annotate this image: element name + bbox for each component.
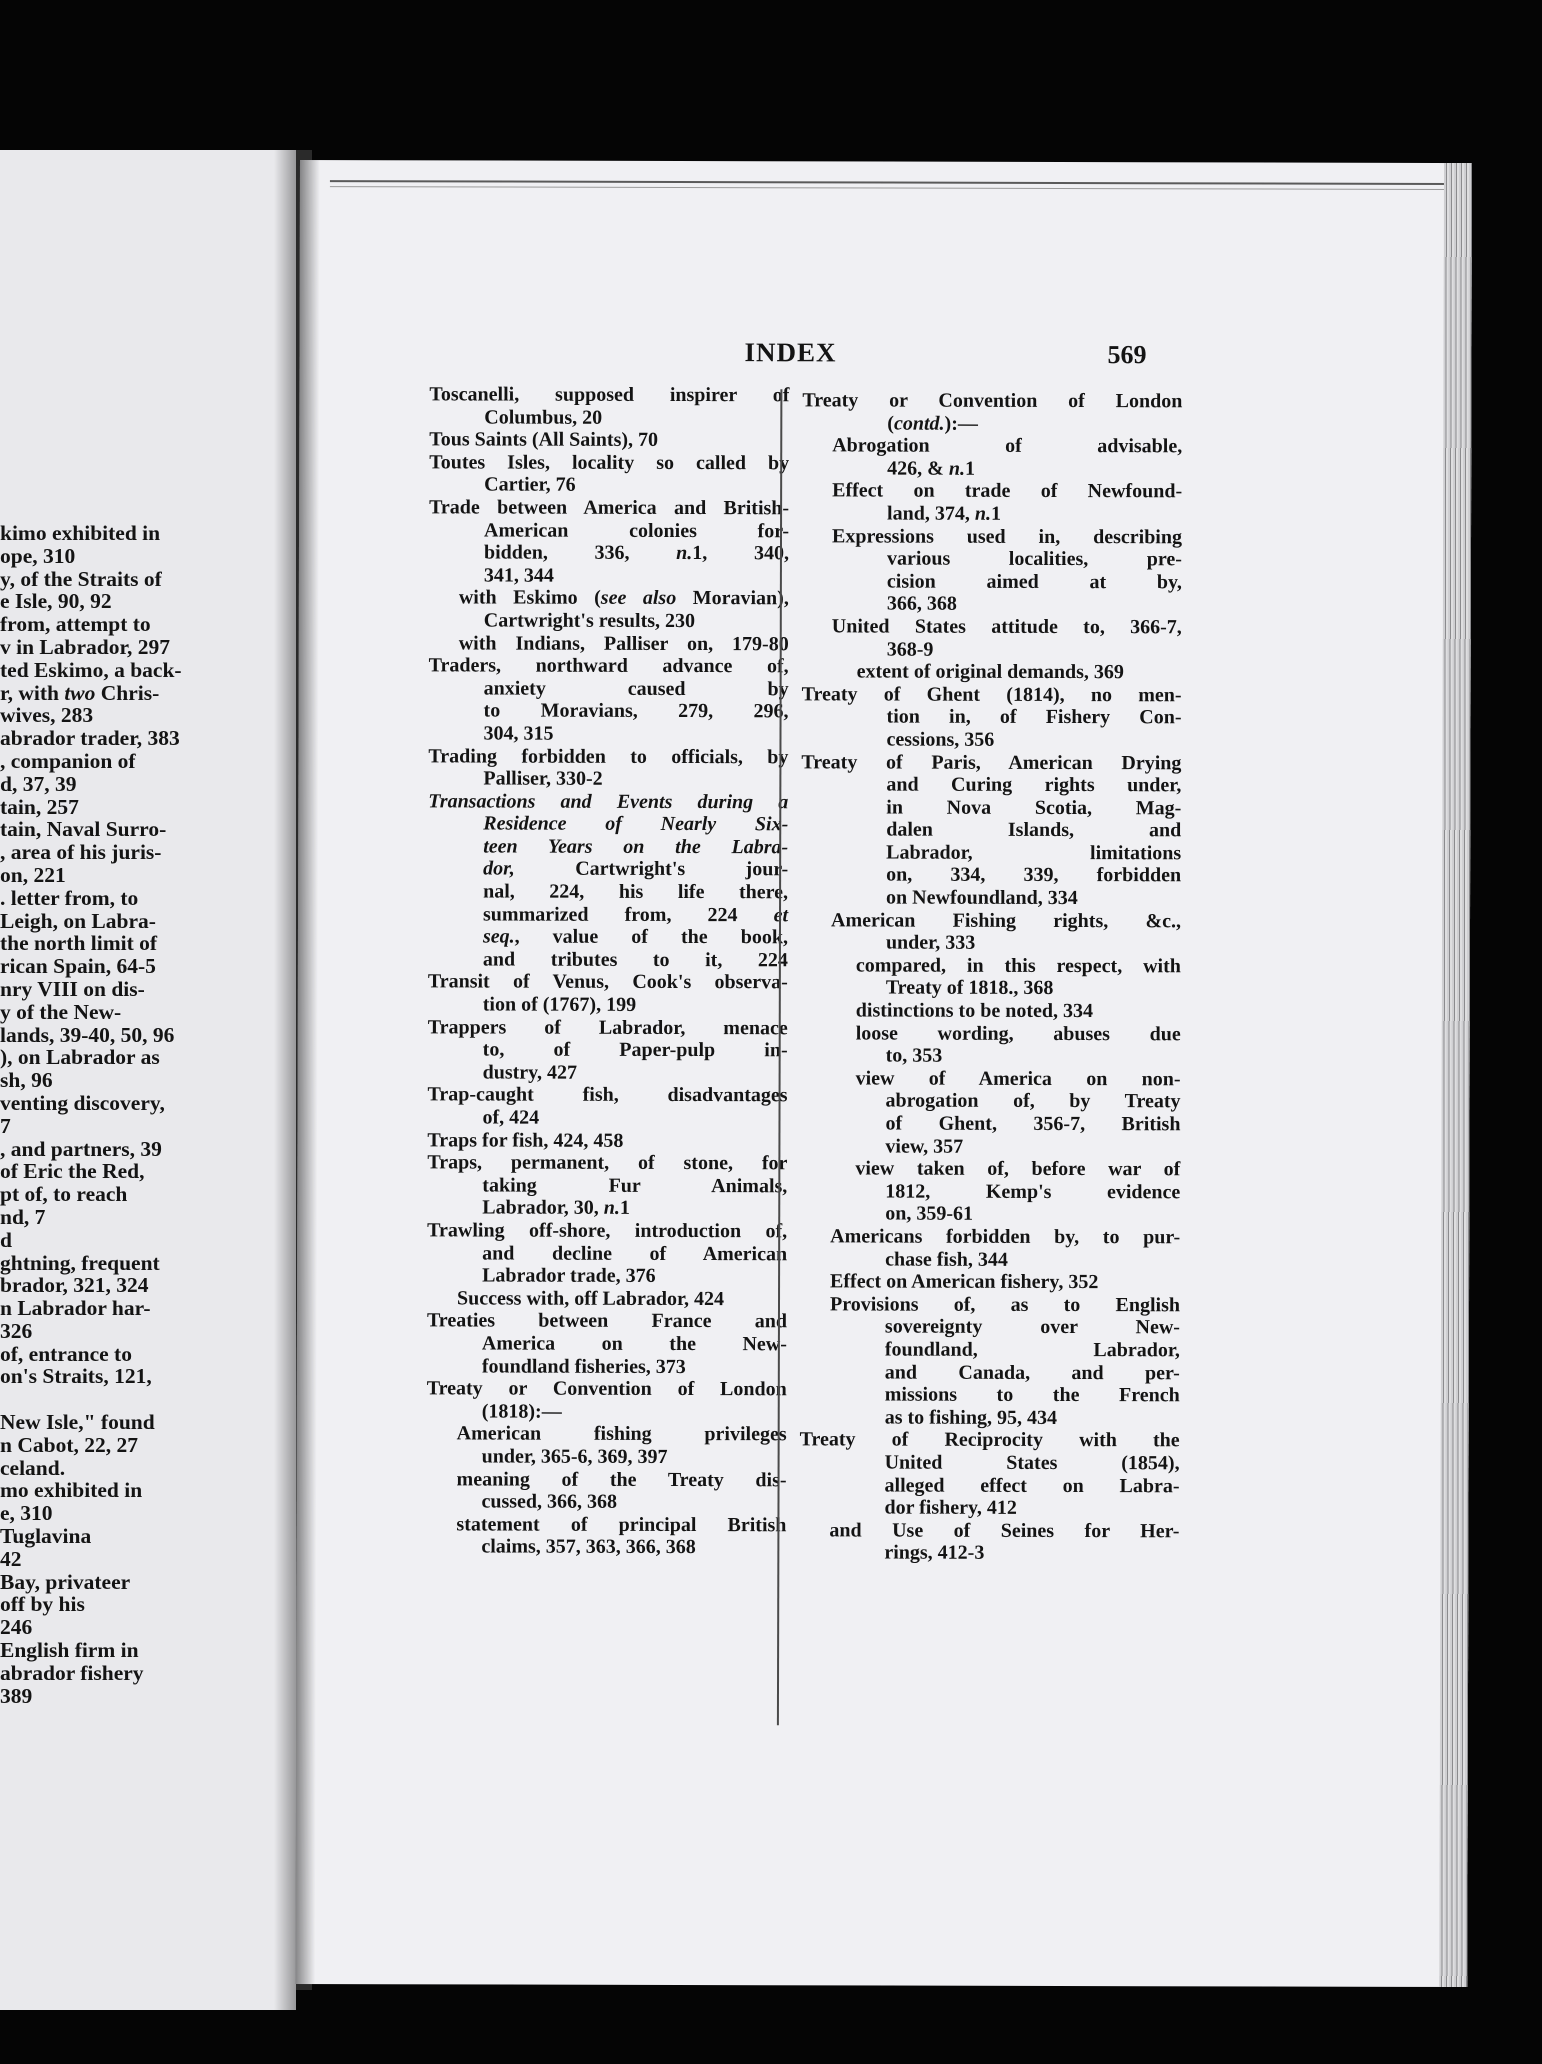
index-entry-line: Traders, northward advance of, (428, 654, 789, 678)
index-entry-line: Cartwright's results, 230 (483, 609, 696, 632)
page-edge (1439, 163, 1472, 1987)
index-entry-line: Treaties between France and (426, 1309, 787, 1333)
index-entry-line: 368-9 (886, 638, 934, 661)
index-entry-line: 426, & n.1 (887, 457, 976, 480)
index-entry-line: distinctions to be noted, 334 (855, 999, 1094, 1023)
previous-page-line (0, 1388, 200, 1411)
previous-page-line: , area of his juris- (0, 840, 162, 865)
previous-page-line: ted Eskimo, a back- (0, 657, 182, 682)
index-entry-line: sovereignty over New- (884, 1315, 1180, 1339)
previous-page-line: n Cabot, 22, 27 (0, 1432, 138, 1457)
page-shadow (295, 160, 320, 1984)
previous-page-line: ope, 310 (0, 543, 76, 568)
index-entry-line: Columbus, 20 (484, 406, 603, 429)
index-entry-line: cessions, 356 (886, 728, 995, 751)
index-entry-line: to, 353 (885, 1044, 943, 1067)
previous-page-line: Leigh, on Labra- (0, 908, 156, 933)
previous-page-line: venting discovery, (0, 1090, 165, 1115)
index-entry-line: alleged effect on Labra- (884, 1474, 1180, 1497)
previous-page-line: on, 221 (0, 862, 66, 887)
previous-page-line: e Isle, 90, 92 (0, 589, 112, 614)
index-entry-line: United States attitude to, 366-7, (831, 615, 1182, 639)
index-entry-line: tion of (1767), 199 (482, 993, 637, 1016)
index-entry-line: teen Years on the Labra- (483, 835, 789, 859)
previous-page-line: of Eric the Red, (0, 1159, 145, 1184)
index-entry-line: of, 424 (482, 1106, 540, 1129)
index-entry-line: meaning of the Treaty dis- (456, 1467, 787, 1491)
index-entry-line: and decline of American (482, 1242, 788, 1265)
previous-page-line: celand. (0, 1455, 66, 1480)
index-entry-line: Toscanelli, supposed inspirer of (429, 383, 790, 407)
index-entry-line: American Fishing rights, &c., (830, 909, 1182, 932)
index-entry-line: Toutes Isles, locality so called by (429, 451, 790, 475)
top-rule (330, 180, 1450, 185)
index-entry-line: Trappers of Labrador, menace (427, 1015, 788, 1039)
index-entry-line: Trap-caught fish, disadvantages (427, 1083, 788, 1107)
previous-page-line: sh, 96 (0, 1068, 53, 1093)
index-entry-line: 1812, Kemp's evidence (885, 1180, 1181, 1204)
index-entry-line: Effect on American fishery, 352 (830, 1270, 1099, 1294)
index-entry-line: Cartier, 76 (484, 473, 576, 497)
index-entry-line: United States (1854), (884, 1451, 1180, 1475)
previous-page-line: New Isle," found (0, 1410, 155, 1435)
index-entry-line: loose wording, abuses due (855, 1022, 1181, 1045)
index-entry-line: Palliser, 330-2 (483, 767, 603, 790)
index-entry-line: Labrador trade, 376 (482, 1264, 656, 1288)
index-column-2 (799, 389, 1182, 1565)
previous-page-line: abrador trader, 383 (0, 726, 180, 751)
index-entry-line: Trawling off-shore, introduction of, (427, 1219, 788, 1243)
previous-page-line: 42 (0, 1546, 22, 1571)
running-head-title: INDEX (744, 337, 837, 368)
index-entry-line: America on the New- (481, 1332, 787, 1356)
previous-page-line: from, attempt to (0, 612, 151, 637)
index-entry-line: on Newfoundland, 334 (886, 886, 1078, 910)
index-entry-line: cussed, 366, 368 (481, 1490, 618, 1513)
index-entry-line: foundland fisheries, 373 (481, 1355, 686, 1378)
index-entry-line: under, 365-6, 369, 397 (481, 1445, 668, 1468)
index-entry-line: under, 333 (885, 931, 976, 955)
index-entry-line: statement of principal British (456, 1513, 787, 1536)
index-entry-line: with Indians, Palliser on, 179-80 (458, 631, 789, 655)
index-entry-line: Labrador, limitations (886, 841, 1182, 865)
previous-page-line: v in Labrador, 297 (0, 634, 171, 659)
previous-page-line: kimo exhibited in (0, 521, 161, 545)
index-entry-line: tion in, of Fishery Con- (886, 705, 1182, 729)
index-entry-line: Treaty or Convention of London (802, 389, 1183, 413)
previous-page-line: ), on Labrador as (0, 1045, 160, 1070)
index-entry-line: Provisions of, as to English (829, 1293, 1181, 1317)
index-entry-line: Labrador, 30, n.1 (482, 1196, 630, 1220)
index-entry-line: view of America on non- (855, 1067, 1181, 1091)
index-entry-line: extent of original demands, 369 (856, 660, 1124, 684)
index-entry-line: of Ghent, 356-7, British (885, 1112, 1181, 1136)
index-entry-line: to Moravians, 279, 296, (483, 699, 789, 723)
index-entry-line: Success with, off Labrador, 424 (456, 1287, 725, 1310)
previous-page-line: 246 (0, 1615, 33, 1640)
index-entry-line: dor, Cartwright's jour- (483, 857, 789, 881)
index-entry-line: Traps for fish, 424, 458 (427, 1128, 624, 1152)
previous-page-line: Tuglavina (0, 1524, 92, 1549)
index-entry-line: Treaty of Ghent (1814), no men- (801, 683, 1182, 707)
index-entry-line: compared, in this respect, with (855, 954, 1181, 978)
gutter-shadow (274, 150, 296, 2010)
index-entry-line: (1818):— (481, 1400, 562, 1423)
previous-page-line: ghtning, frequent (0, 1250, 160, 1275)
previous-page-line: r, with two Chris- (0, 680, 160, 705)
previous-page-line: , companion of (0, 748, 136, 773)
previous-page (0, 150, 296, 2010)
index-entry-line: American fishing privileges (456, 1422, 787, 1446)
index-entry-line: nal, 224, his life there, (483, 880, 789, 904)
index-entry-line: land, 374, n.1 (887, 502, 1002, 525)
previous-page-line: y, of the Straits of (0, 566, 162, 591)
index-entry-line: Traps, permanent, of stone, for (427, 1151, 788, 1175)
previous-page-line: pt of, to reach (0, 1182, 128, 1207)
previous-page-line: . letter from, to (0, 885, 139, 910)
index-entry-line: Treaty or Convention of London (426, 1377, 787, 1401)
index-entry-line: Treaty of Reciprocity with the (799, 1428, 1180, 1452)
previous-page-line: nry VIII on dis- (0, 976, 145, 1001)
index-entry-line: Transit of Venus, Cook's observa- (427, 970, 788, 994)
index-entry-line: view, 357 (885, 1135, 964, 1158)
index-entry-line: rings, 412-3 (884, 1541, 985, 1565)
index-entry-line: and Curing rights under, (886, 773, 1182, 797)
previous-page-line: 7 (0, 1113, 11, 1138)
index-entry-line: on, 334, 339, forbidden (886, 864, 1182, 887)
previous-page-line: n Labrador har- (0, 1296, 151, 1321)
index-entry-line: Trading forbidden to officials, by (428, 744, 789, 768)
index-entry-line: Expressions used in, describing (831, 524, 1183, 548)
previous-page-line: d (0, 1227, 12, 1252)
previous-page-line: brador, 321, 324 (0, 1273, 149, 1298)
index-entry-line: Americans forbidden by, to pur- (830, 1225, 1181, 1249)
index-entry-line: summarized from, 224 et (482, 903, 789, 926)
index-entry-line: Trade between America and British- (429, 496, 790, 520)
index-entry-line: seq., value of the book, (482, 925, 788, 949)
index-entry-line: abrogation of, by Treaty (885, 1089, 1181, 1113)
index-entry-line: on, 359-61 (885, 1202, 974, 1226)
previous-page-line: Bay, privateer (0, 1569, 131, 1594)
previous-page-line: lands, 39-40, 50, 96 (0, 1022, 175, 1047)
previous-page-line: abrador fishery (0, 1660, 144, 1685)
index-entry-line: dalen Islands, and (886, 818, 1182, 842)
previous-page-line: of, entrance to (0, 1341, 132, 1366)
index-entry-line: bidden, 336, n.1, 340, (483, 541, 790, 565)
index-entry-line: Tous Saints (All Saints), 70 (429, 428, 659, 452)
index-entry-line: Transactions and Events during a (428, 790, 789, 813)
index-entry-line: dustry, 427 (482, 1061, 578, 1084)
previous-page-line: , and partners, 39 (0, 1136, 162, 1161)
previous-page-line: off by his (0, 1592, 85, 1617)
previous-page-line: tain, 257 (0, 794, 79, 819)
index-entry-line: view taken of, before war of (855, 1157, 1181, 1181)
index-entry-line: Treaty of 1818., 368 (885, 976, 1054, 1000)
previous-page-line: mo exhibited in (0, 1478, 143, 1503)
index-page (295, 160, 1472, 1987)
index-entry-line: and Use of Seines for Her- (829, 1519, 1180, 1542)
previous-page-line: rican Spain, 64-5 (0, 954, 156, 979)
index-entry-line: cision aimed at by, (886, 570, 1182, 594)
index-entry-line: dor fishery, 412 (884, 1496, 1017, 1519)
index-entry-line: Treaty of Paris, American Drying (801, 750, 1182, 774)
index-entry-line: as to fishing, 95, 434 (884, 1406, 1057, 1429)
index-entry-line: 341, 344 (483, 564, 554, 587)
index-entry-line: claims, 357, 363, 366, 368 (481, 1535, 696, 1559)
previous-page-line: 326 (0, 1318, 33, 1343)
index-entry-line: Effect on trade of Newfound- (832, 479, 1183, 503)
previous-page-line: English firm in (0, 1638, 139, 1663)
index-entry-line: various localities, pre- (886, 547, 1182, 571)
index-entry-line: in Nova Scotia, Mag- (886, 796, 1182, 819)
index-entry-line: anxiety caused by (483, 677, 789, 700)
previous-page-line: tain, Naval Surro- (0, 817, 167, 842)
index-entry-line: to, of Paper-pulp in- (482, 1038, 788, 1062)
previous-page-line: 389 (0, 1683, 33, 1708)
index-entry-line: American colonies for- (484, 519, 790, 542)
previous-page-line: wives, 283 (0, 703, 94, 728)
index-entry-line: taking Fur Animals, (482, 1174, 788, 1198)
index-entry-line: 366, 368 (886, 592, 957, 616)
previous-page-line: y of the New- (0, 999, 122, 1024)
previous-page-index-column (0, 522, 200, 1707)
previous-page-line: d, 37, 39 (0, 771, 77, 796)
previous-page-line: on's Straits, 121, (0, 1364, 152, 1389)
index-entry-line: Abrogation of advisable, (832, 434, 1183, 458)
previous-page-line: nd, 7 (0, 1204, 46, 1229)
index-column-1 (426, 383, 789, 1559)
index-entry-line: 304, 315 (483, 722, 554, 745)
index-entry-line: missions to the French (884, 1383, 1180, 1407)
index-entry-line: chase fish, 344 (885, 1248, 1008, 1271)
index-entry-line: and Canada, and per- (884, 1361, 1180, 1384)
top-rule-thin (330, 186, 1450, 190)
index-entry-line: (contd.):— (887, 412, 978, 435)
previous-page-line: e, 310 (0, 1501, 53, 1526)
index-entry-line: with Eskimo (see also Moravian), (458, 586, 789, 610)
previous-page-line: the north limit of (0, 931, 158, 956)
page-number: 569 (1107, 340, 1147, 370)
index-entry-line: foundland, Labrador, (884, 1338, 1180, 1362)
index-entry-line: Residence of Nearly Six- (483, 812, 789, 836)
index-entry-line: and tributes to it, 224 (482, 948, 788, 972)
